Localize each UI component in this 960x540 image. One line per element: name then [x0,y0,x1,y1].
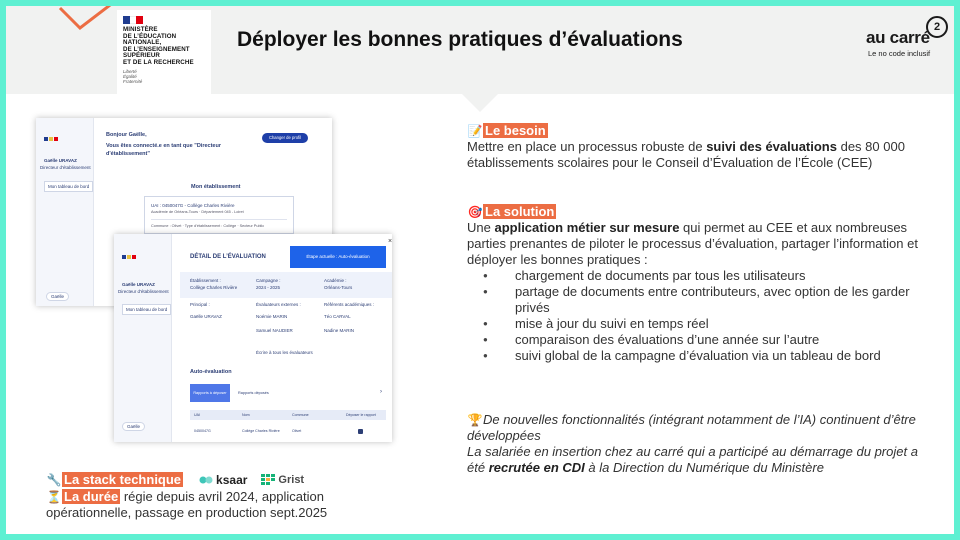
wrench-icon: 🔧 [46,473,62,487]
aucarre-logo [864,14,950,62]
solution-text-part: Une [467,220,495,235]
besoin-label: Le besoin [485,123,546,138]
besoin-text-part: des 80 000 établissements scolaires pour le Conseil d’Évaluation de l’École (CEE) [467,139,905,170]
mock-referent: Nadine MARIN [324,328,355,333]
hourglass-icon: ⏳ [46,490,62,504]
ksaar-wordmark: ksaar [216,473,248,487]
mock-table-cell: 0450047G [194,429,211,433]
ministry-line: DE L’ÉDUCATION [123,32,177,40]
mock-side-role: Directeur d'établissement [118,289,169,294]
mock-footer-user[interactable]: Gaëlle [122,422,145,431]
besoin-text-bold: suivi des évaluations [706,139,837,154]
ksaar-logo [199,473,247,487]
ksaar-icon [199,475,213,485]
mock-sidebar [36,118,94,306]
close-icon[interactable]: × [388,238,392,245]
footer-note-line1 [467,412,937,444]
list-item: ● chargement de documents par tous les utilisateurs [483,268,937,284]
solution-bullets [483,268,937,364]
ministry-line: NATIONALE, [123,39,162,47]
target-icon: 🎯 [467,205,483,219]
besoin-text [467,139,937,171]
list-item: ● comparaison des évaluations d’une année sur l’autre [483,332,937,348]
besoin-section [467,123,937,171]
corner-check-icon [58,6,116,42]
mock-col-label: Campagne : [256,278,281,283]
mock-auto-title: Auto-évaluation [190,369,232,375]
mock-evaluators-label: Évaluateurs externes : [256,302,301,307]
solution-section [467,204,937,364]
mock-evaluator: Noémie MARIN [256,314,288,319]
mock-table-header-cell: Commune [292,413,309,417]
mock-establishment-card[interactable] [144,196,294,234]
aucarre-badge: 2 [926,16,948,38]
solution-text-part: qui permet au CEE et aux nombreuses parties prenantes de piloter le processus d’évaluation, partager l’information et déployer les bonnes pratiques : [467,220,918,267]
stack-line [46,472,304,488]
footer-note-line2 [467,444,937,476]
besoin-text-part: Mettre en place un processus robuste de [467,139,707,154]
header-pointer [462,94,498,112]
ministry-line: ET DE LA RECHERCHE [123,58,194,66]
footer-note-text: La salariée en insertion chez au carré qui a participé au démarrage du projet a été [467,444,918,475]
upload-icon[interactable] [358,429,363,434]
mock-card-line: UAI : 0450047G - Collège Charles Rivière [151,203,235,208]
solution-text-bold: application métier sur mesure [494,220,680,235]
list-item: ● mise à jour du suivi en temps réel [483,316,937,332]
footer-note [467,412,937,476]
mock-card-line: Commune : Olivet · Type d'établissement : Collège · Secteur Public [151,224,265,228]
mock-stage-tab[interactable]: Étape actuelle : Auto-évaluation [290,246,386,268]
mock-write-all-link[interactable]: Écrire à tous les évaluateurs [256,350,313,355]
duree-label: La durée [64,489,119,504]
mock-divider [151,219,287,220]
mock-principal-label: Principal : [190,302,210,307]
devise-line: Fraternité [123,78,143,84]
footer-note-text: à la Direction du Numérique du Ministère [584,460,824,475]
mock-footer-user[interactable]: Gaëlle [46,292,69,301]
mock-side-menu[interactable]: Mon tableau de bord [44,181,93,192]
mock-sidebar [114,234,172,442]
footer-note-bold: recrutée en CDI [488,460,585,475]
mock-table-header-cell: UAI [194,413,200,417]
mock-col-label: Établissement : [190,278,221,283]
grist-wordmark: Grist [278,474,305,486]
grist-icon [261,474,275,486]
mock-logo-icon [44,128,66,138]
flag-icon [123,16,143,24]
mock-referent: Téo CARVAL [324,314,351,319]
mock-evaluator: Samuel NAUDIER [256,328,293,333]
mock-col-value: 2024 - 2025 [256,285,281,290]
footer-note-text: De nouvelles fonctionnalités (intégrant notamment de l’IA) continuent d’être développées [467,412,916,443]
mock-principal-value: Gaëlle URAVAZ [190,314,222,319]
mock-table-cell: Collège Charles Rivière [242,429,280,433]
app-screenshot-evaluation-detail [114,234,392,442]
mock-side-user: Gaëlle URAVAZ [122,282,155,287]
mock-role: Vous êtes connecté.e en tant que "Directeur d'établissement" [106,143,221,157]
mock-section-title: Mon établissement [191,184,241,190]
mock-change-profile-button[interactable]: Changer de profil [262,133,308,143]
mock-side-role: Directeur d'établissement [40,165,91,170]
mock-table-header-cell: Nom [242,413,250,417]
mock-tab-to-upload[interactable]: Rapports à déposer [190,384,230,402]
devise-line: Égalité [123,73,137,79]
ministry-line: MINISTÈRE [123,26,158,33]
trophy-icon: 🏆 [467,413,483,427]
solution-text [467,220,937,268]
mock-side-user: Gaëlle URAVAZ [44,158,77,163]
duree-block [46,489,386,521]
mock-card-line: Académie de Orléans-Tours · Département 045 - Loiret [151,210,244,214]
mock-detail-title: DÉTAIL DE L’ÉVALUATION [190,254,266,260]
mock-col-value: Collège Charles Rivière [190,285,238,290]
list-item: ● suivi global de la campagne d’évaluation via un tableau de bord [483,348,937,364]
mock-tab-uploaded[interactable]: Rapports déposés [238,391,269,395]
mock-col-value: Orléans-Tours [324,285,353,290]
devise-line: Liberté [123,68,137,74]
mock-referents-label: Référents académiques : [324,302,375,307]
ministry-line: SUPÉRIEUR [123,52,161,60]
mock-table-cell: Olivet [292,429,302,433]
mock-greeting: Bonjour Gaëlle, [106,132,147,138]
solution-label: La solution [485,204,555,219]
mock-table-header-cell: Déposer le rapport [346,413,376,417]
page-title: Déployer les bonnes pratiques d’évaluations [237,28,683,51]
ministry-line: DE L’ENSEIGNEMENT [123,45,190,53]
mock-side-menu[interactable]: Mon tableau de bord [122,304,171,315]
memo-icon: 📝 [467,124,483,138]
mock-logo-icon [122,246,144,256]
stack-label: La stack technique [64,472,182,487]
aucarre-tagline: Le no code inclusif [868,49,931,58]
duree-text: régie depuis avril 2024, application opérationnelle, passage en production sept.2025 [46,489,328,520]
chevron-right-icon[interactable]: › [380,389,382,395]
grist-logo [261,474,304,486]
slide [6,6,954,534]
list-item: ● partage de documents entre contributeurs, avec option de les garder privés [483,284,937,316]
mock-col-label: Académie : [324,278,347,283]
aucarre-wordmark: au carré [866,28,930,47]
ministry-logo [117,10,211,94]
